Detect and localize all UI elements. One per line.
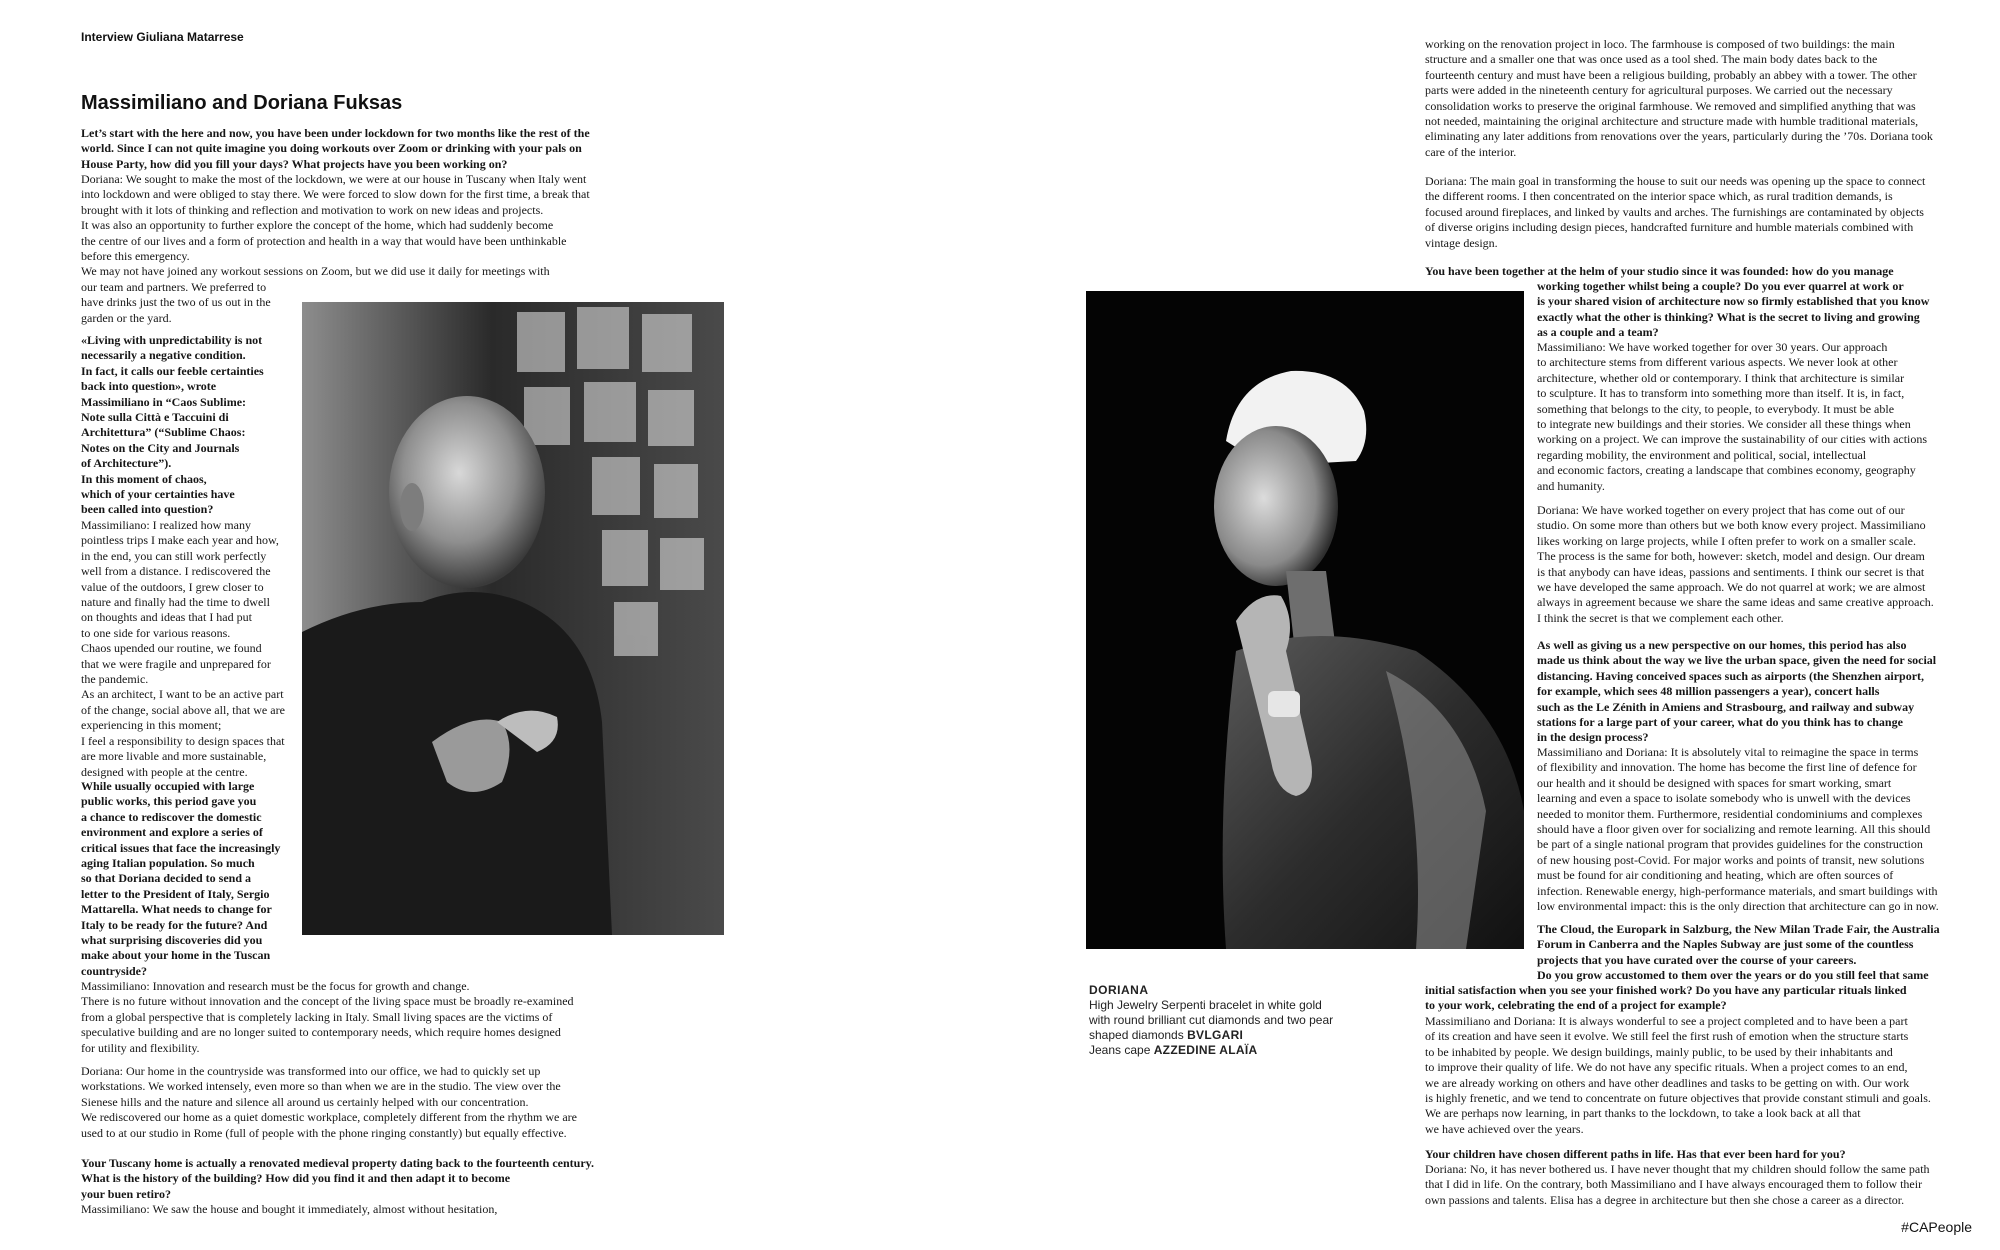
question-3: While usually occupied with large public works, this period gave you a chance to rediscover the domestic environment and explore a series of critical issues that face the increasingly aging Italian population. So much so that Doriana decided to send a letter to the President of Italy, Sergio Mattarella. What needs to change for Italy to be ready for the future? And what surprising discoveries did you make about your home in the Tuscan countryside?: [81, 779, 281, 978]
answer-3: Massimiliano: Innovation and research must be the focus for growth and change. There is no future without innovation and the concept of the living space must be broadly re-examined from a global perspective that is completely lacking in Italy. Small living spaces are the victims of speculative building and are no longer suited to contemporary needs, which require homes designed for utility and flexibility.: [81, 979, 574, 1055]
answer-5: Massimiliano: We saw the house and bought it immediately, almost without hesitation,: [81, 1202, 498, 1216]
section-header: Interview Giuliana Matarrese: [81, 30, 244, 44]
answer-8: Massimiliano and Doriana: It is absolutely vital to reimagine the space in terms of flexibility and innovation. The home has become the first line of defence for our health and it should be designed with spaces for smart working, smart learning and even a space to isolate somebody who is unwell with the devices needed to monitor them. Furthermore, residential condominiums and complexes should have a floor given over for socializing and remote learning. All this should be part of a single national program that provides guidelines for the construction of new housing post-Covid. For major works and points of transit, new solutions must be found for air conditioning and heating, which are often sources of infection. Renewable energy, high-performance materials, and smart buildings with low environmental impact: this is the only direction that architecture can go in now.: [1537, 745, 1939, 914]
question-7-cont: initial satisfaction when you see your finished work? Do you have any particular rituals linked to your work, celebrating the end of a project for example?: [1425, 983, 1907, 1013]
paragraph-interior: Doriana: The main goal in transforming the house to suit our needs was opening up the space to connect the different rooms. I then concentrated on the interior space which, as rural tradition demands, is focused around fireplaces, and linked by vaults and arches. The furnishings are contaminated by objects of diverse origins including design pieces, handcrafted furniture and humble materials combined with vintage design.: [1425, 174, 1926, 250]
question-1: Let’s start with the here and now, you have been under lockdown for two months like the rest of the world. Since I can not quite imagine you doing workouts over Zoom or drinking with your pals on House Party, how did you fill your days? What projects have you been working on?: [81, 126, 590, 171]
answer-7: Doriana: We have worked together on every project that has come out of our studio. On some more than others but we both know every project. Massimiliano likes working on large projects, while I often prefer to work on a smaller scale. The process is the same for both, however: sketch, model and design. Our dream is that anybody can have ideas, passions and sentiments. I think our secret is that we have developed the same approach. We do not quarrel at work; we are almost always in agreement because we share the same ideas and same creative approach. I think the secret is that we complement each other.: [1537, 503, 1934, 625]
question-5: working together whilst being a couple? Do you ever quarrel at work or is your shared vision of architecture now so firmly established that you know exactly what the other is thinking? What is the secret to living and growing as a couple and a team?: [1537, 279, 1930, 340]
caption-line: High Jewelry Serpenti bracelet in white gold: [1089, 998, 1322, 1012]
hashtag-footer: #CAPeople: [1901, 1219, 1972, 1235]
caption-line: [1089, 1043, 1333, 1058]
portrait-photo-doriana: [1086, 291, 1524, 949]
paragraph-farmhouse: working on the renovation project in loco. The farmhouse is composed of two buildings: the main structure and a smaller one that was once used as a tool shed. The main body dates back to the fourteenth century and must have been a religious building, probably an abbey with a tower. The other parts were added in the nineteenth century for agricultural purposes. We carried out the necessary consolidation works to preserve the original farmhouse. We removed and simplified anything that was not needed, maintaining the original architecture and structure made with humble traditional materials, eliminating any later additions from renovations over the years, particularly during the ’70s. Doriana took care of the interior.: [1425, 37, 1933, 159]
caption-brand: AZZEDINE ALAÏA: [1153, 1043, 1258, 1057]
question-8: Your children have chosen different paths in life. Has that ever been hard for you?: [1425, 1147, 1846, 1161]
portrait-photo-massimiliano: [302, 302, 724, 935]
answer-6: Massimiliano: We have worked together for over 30 years. Our approach to architecture stems from different various aspects. We never look at other architecture, whether old or contemporary. I think that architecture is similar to sculpture. It has to transform into something more than itself. It is, in fact, something that belongs to the city, to people, to everybody. It must be able to integrate new buildings and their stories. We consider all these things when working on a project. We can improve the sustainability of our cities with actions regarding mobility, the environment and political, social, intellectual and economic factors, creating a landscape that combines economy, geography and humanity.: [1537, 340, 1928, 493]
question-5-lead: You have been together at the helm of your studio since it was founded: how do you manage: [1425, 264, 1894, 278]
answer-1: Doriana: We sought to make the most of the lockdown, we were at our house in Tuscany when Italy went into lockdown and were obliged to stay there. We were forced to slow down for the first time, a break that brought with it lots of thinking and reflection and motivation to work on new ideas and projects. It was also an opportunity to further explore the concept of the home, which had suddenly become the centre of our lives and a form of protection and health in a way that would have been unthinkable before this emergency. We may not have joined any workout sessions on Zoom, but we did use it daily for meetings with our team and partners. We preferred to have drinks just the two of us out in the garden or the yard.: [81, 172, 590, 325]
question-7: The Cloud, the Europark in Salzburg, the New Milan Trade Fair, the Australia Forum in Canberra and the Naples Subway are just some of the countless projects that you have curated over the course of your careers. Do you grow accustomed to them over the years or do you still feel that same: [1537, 922, 1940, 983]
caption-name: DORIANA: [1089, 983, 1149, 997]
article-title: Massimiliano and Doriana Fuksas: [81, 92, 403, 114]
caption-text: shaped diamonds: [1089, 1028, 1188, 1042]
answer-9: Massimiliano and Doriana: It is always wonderful to see a project completed and to have been a part of its creation and have seen it evolve. We still feel the first rush of emotion when the structure starts to be inhabited by people. We design buildings, mainly public, to be used by their inhabitants and to improve their quality of life. We do not have any specific rituals. When a project comes to an end, we are already working on others and have other deadlines and tasks to be getting on with. Our work is highly frenetic, and we tend to concentrate on future objectives that provide constant stimuli and goals. We are perhaps now learning, in part thanks to the lockdown, to take a look back at all that we have achieved over the years.: [1425, 1014, 1931, 1136]
question-6: As well as giving us a new perspective on our homes, this period has also made us think about the way we live the urban space, given the need for social distancing. Having conceived spaces such as airports (the Shenzhen airport, for example, which sees 48 million passengers a year), concert halls such as the Le Zénith in Amiens and Strasbourg, and railway and subway stations for a large part of your career, what do you think has to change in the design process?: [1537, 638, 1937, 745]
photo-caption: [1089, 983, 1333, 1058]
question-2: «Living with unpredictability is not necessarily a negative condition. In fact, it calls our feeble certainties back into question», wrote Massimiliano in “Caos Sublime: Note sulla Città e Taccuini di Architettura” (“Sublime Chaos: Notes on the City and Journals of Architecture”). In this moment of chaos, which of your certainties have been called into question?: [81, 333, 264, 517]
caption-brand: BVLGARI: [1187, 1028, 1244, 1042]
caption-text: Jeans cape: [1089, 1043, 1154, 1057]
answer-4: Doriana: Our home in the countryside was transformed into our office, we had to quickly set up workstations. We worked intensely, even more so than when we are in the studio. The view over the Sienese hills and the nature and silence all around us certainly helped with our concentration. We rediscovered our home as a quiet domestic workplace, completely different from the rhythm we are used to at our studio in Rome (full of people with the phone ringing constantly) but equally effective.: [81, 1064, 577, 1140]
question-4: Your Tuscany home is actually a renovated medieval property dating back to the fourteenth century. What is the history of the building? How did you find it and then adapt it to become your buen retiro?: [81, 1156, 595, 1201]
answer-10: Doriana: No, it has never bothered us. I have never thought that my children should follow the same path that I did in life. On the contrary, both Massimiliano and I have always encouraged them to follow their own passions and talents. Elisa has a degree in architecture but then she chose a career as a director.: [1425, 1162, 1930, 1207]
answer-2: Massimiliano: I realized how many pointless trips I make each year and how, in the end, you can still work perfectly well from a distance. I rediscovered the value of the outdoors, I grew closer to nature and finally had the time to dwell on thoughts and ideas that I had put to one side for various reasons. Chaos upended our routine, we found that we were fragile and unprepared for the pandemic. As an architect, I want to be an active part of the change, social above all, that we are experiencing in this moment; I feel a responsibility to design spaces that are more livable and more sustainable, designed with people at the centre.: [81, 518, 285, 779]
caption-line: [1089, 1028, 1333, 1043]
caption-line: with round brilliant cut diamonds and two pear: [1089, 1013, 1334, 1027]
